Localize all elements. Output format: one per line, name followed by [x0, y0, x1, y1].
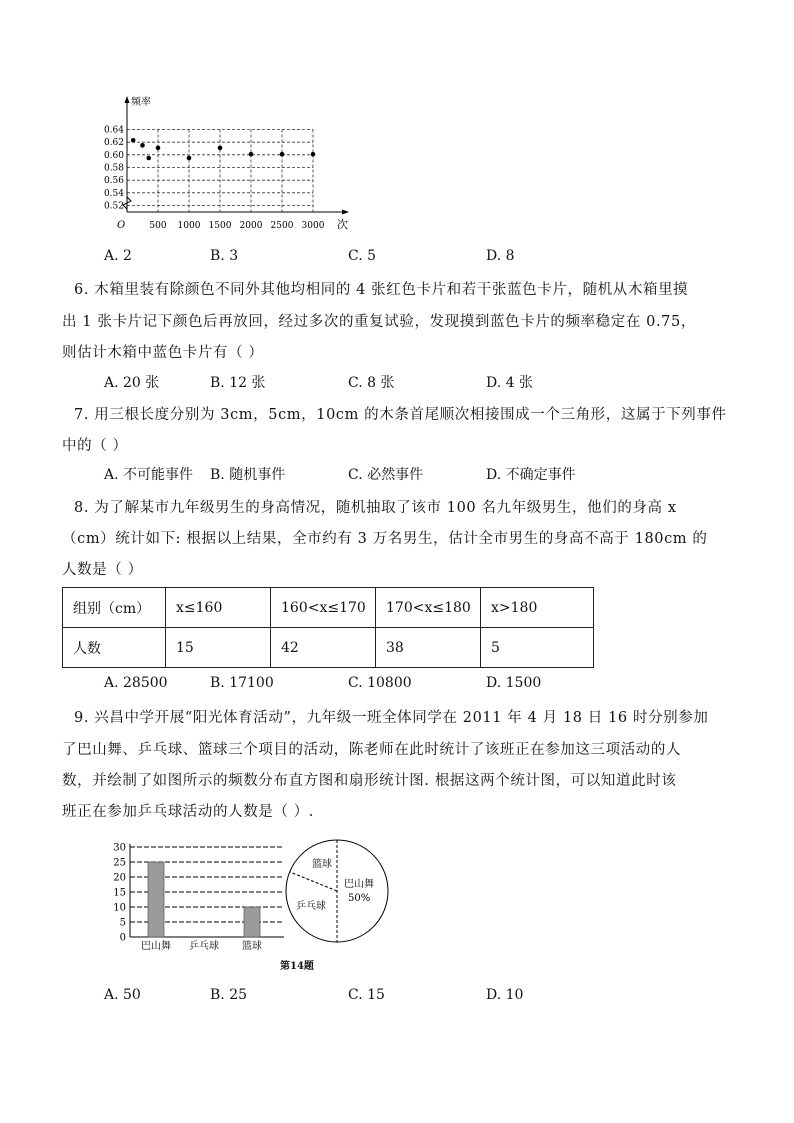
scatter-x-tick-label: 2000: [239, 221, 263, 231]
bar-category-labels: [141, 939, 262, 952]
q7-option-a[interactable]: A. 不可能事件: [104, 467, 194, 483]
table-cell: x≤160: [166, 588, 271, 628]
table-cell: 人数: [63, 628, 166, 668]
q9-text-line-3: 数，并绘制了如图所示的频数分布直方图和扇形统计图. 根据这两个统计图，可以知道此时该: [62, 773, 677, 789]
table-row: [63, 628, 594, 668]
q6-option-c[interactable]: C. 8 张: [348, 375, 395, 391]
q6-option-a[interactable]: A. 20 张: [104, 375, 160, 391]
q5-option-c[interactable]: C. 5: [348, 248, 377, 264]
q7-option-d[interactable]: D. 不确定事件: [486, 467, 576, 483]
bar: [148, 862, 164, 937]
scatter-y-tick-label: 0.64: [103, 125, 124, 136]
q7-text-line-2: 中的（ ）: [62, 438, 128, 454]
scatter-point: [187, 156, 192, 161]
scatter-point: [280, 152, 285, 157]
scatter-point: [249, 152, 254, 157]
table-cell: 160<x≤170: [271, 588, 376, 628]
table-cell: 15: [166, 628, 271, 668]
scatter-x-ticks: [149, 221, 324, 231]
scatter-x-tick-label: 3000: [301, 221, 325, 231]
scatter-point: [311, 152, 316, 157]
q8-option-b[interactable]: B. 17100: [210, 675, 274, 691]
bar-category-label: 乒乓球: [189, 941, 219, 952]
scatter-axes: [123, 96, 349, 215]
bar-y-tick-label: 20: [113, 872, 126, 884]
table-cell: 42: [271, 628, 376, 668]
height-table: [62, 587, 594, 668]
pie-label-basketball: 篮球: [312, 859, 332, 870]
scatter-x-tick-label: 2500: [270, 221, 294, 231]
scatter-x-tick-label: 500: [149, 221, 167, 231]
q6-option-d[interactable]: D. 4 张: [486, 375, 533, 391]
scatter-point: [140, 143, 145, 148]
q9-option-b[interactable]: B. 25: [210, 987, 248, 1003]
figure-caption: 第14题: [280, 961, 314, 972]
q8-text-line-3: 人数是（ ）: [62, 562, 143, 578]
q7-text-line-1: 7. 用三根长度分别为 3cm，5cm，10cm 的木条首尾顺次相接围成一个三角形，这属于下列事件: [74, 407, 727, 423]
q8-text-line-2: （cm）统计如下: 根据以上结果，全市约有 3 万名男生，估计全市男生的身高不高于 180cm 的: [62, 531, 708, 547]
scatter-y-tick-label: 0.52: [103, 201, 124, 212]
q6-text-line-1: 6. 木箱里装有除颜色不同外其他均相同的 4 张红色卡片和若干张蓝色卡片，随机从木箱里摸: [74, 282, 689, 298]
q6-text-line-2: 出 1 张卡片记下颜色后再放回，经过多次的重复试验，发现摸到蓝色卡片的频率稳定在 0.75，: [62, 314, 696, 330]
scatter-y-tick-label: 0.62: [103, 138, 124, 149]
scatter-ylabel: 频率: [131, 97, 151, 108]
scatter-y-tick-label: 0.58: [103, 163, 124, 174]
scatter-grid: [127, 130, 313, 213]
bar-y-tick-label: 25: [113, 857, 126, 869]
scatter-point: [218, 146, 223, 151]
pie-label-ping-pong: 乒乓球: [296, 901, 326, 912]
scatter-y-tick-label: 0.54: [103, 188, 124, 199]
bar-y-ticks: [113, 843, 126, 944]
q8-option-d[interactable]: D. 1500: [486, 675, 542, 691]
q5-option-b[interactable]: B. 3: [210, 248, 239, 264]
bar-category-label: 巴山舞: [141, 941, 171, 952]
q9-text-line-4: 班正在参加乒乓球活动的人数是（ ）.: [62, 804, 315, 820]
q9-option-c[interactable]: C. 15: [348, 987, 385, 1003]
bar-y-tick-label: 0: [119, 932, 126, 944]
q9-text-line-2: 了巴山舞、乒乓球、篮球三个项目的活动，陈老师在此时统计了该班正在参加这三项活动的人: [62, 742, 682, 758]
bar-y-tick-label: 15: [113, 887, 126, 899]
table-cell: 170<x≤180: [376, 588, 481, 628]
q8-option-c[interactable]: C. 10800: [348, 675, 412, 691]
scatter-xlabel: 次: [337, 218, 348, 231]
table-cell: 38: [376, 628, 481, 668]
scatter-points: [131, 138, 315, 160]
scatter-y-tick-label: 0.60: [103, 150, 124, 161]
table-cell: x>180: [481, 588, 594, 628]
table-cell: 组别（cm）: [63, 588, 166, 628]
bar: [244, 907, 260, 937]
scatter-x-tick-label: 1000: [177, 221, 201, 231]
frequency-scatter-chart: [95, 92, 355, 240]
scatter-point: [131, 138, 136, 143]
bar-y-tick-label: 10: [113, 902, 126, 914]
q8-option-a[interactable]: A. 28500: [104, 675, 168, 691]
bar-category-label: 篮球: [242, 941, 262, 952]
scatter-x-tick-label: 1500: [208, 221, 232, 231]
pie-label-bashan-dance: 巴山舞: [344, 879, 374, 890]
scatter-point: [156, 146, 161, 151]
activity-pie-chart: [282, 836, 392, 946]
q9-text-line-1: 9. 兴昌中学开展“阳光体育活动”，九年级一班全体同学在 2011 年 4 月 18 日 16 时分别参加: [74, 710, 709, 726]
q5-option-d[interactable]: D. 8: [486, 248, 515, 264]
q8-text-line-1: 8. 为了解某市九年级男生的身高情况，随机抽取了该市 100 名九年级男生，他们的身高 x: [74, 500, 677, 516]
bar-y-tick-label: 30: [113, 842, 126, 854]
scatter-point: [146, 156, 151, 161]
table-cell: 5: [481, 628, 594, 668]
q6-text-line-3: 则估计木箱中蓝色卡片有（ ）: [62, 345, 264, 361]
q9-option-d[interactable]: D. 10: [486, 987, 524, 1003]
q6-option-b[interactable]: B. 12 张: [210, 375, 266, 391]
q7-option-b[interactable]: B. 随机事件: [210, 467, 286, 483]
table-row: [63, 588, 594, 628]
scatter-y-ticks: [104, 126, 124, 212]
bar-y-tick-label: 5: [119, 917, 126, 929]
scatter-y-tick-label: 0.56: [103, 176, 124, 187]
pie-annotation-percent: 50%: [348, 893, 371, 904]
q5-option-a[interactable]: A. 2: [104, 248, 132, 264]
activity-bar-chart: [108, 838, 298, 956]
bar-rects: [148, 862, 260, 937]
q9-option-a[interactable]: A. 50: [104, 987, 141, 1003]
q7-option-c[interactable]: C. 必然事件: [348, 467, 424, 483]
scatter-origin-label: O: [117, 220, 126, 231]
